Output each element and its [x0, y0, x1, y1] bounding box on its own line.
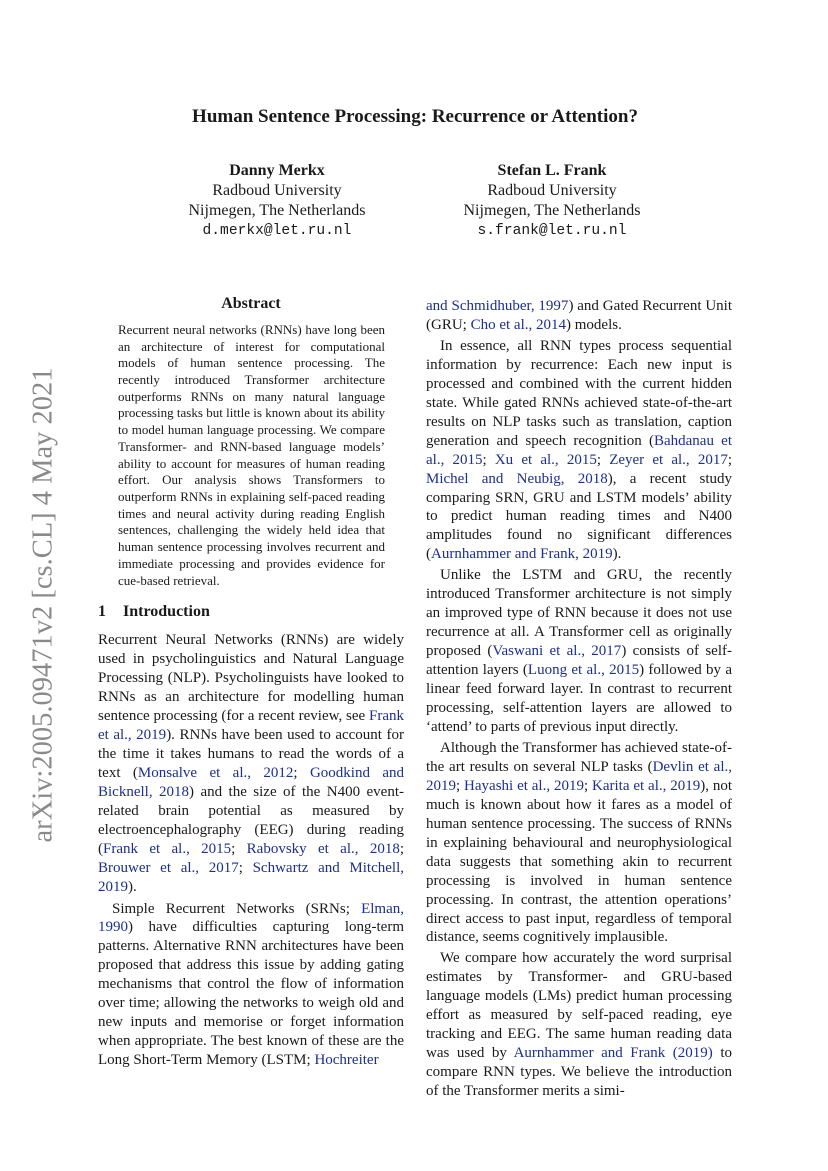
citation-link[interactable]: Michel and Neubig, 2018	[426, 470, 608, 487]
author-name: Danny Merkx	[229, 162, 325, 179]
author-name: Stefan L. Frank	[497, 162, 607, 179]
text-run: ;	[583, 777, 592, 794]
text-run: ), a recent study comparing SRN, GRU and LSTM models’ ability to predict human reading times and N400 amplitudes found no significant differences (	[426, 470, 732, 563]
citation-link[interactable]: Xu et al., 2015	[494, 451, 597, 468]
abstract-heading: Abstract	[221, 295, 281, 312]
citation-link[interactable]: Rabovsky et al., 2018	[246, 840, 400, 857]
section-title: Introduction	[123, 603, 210, 621]
text-run: to compare RNN types. We believe the introduction of the Transformer merits a simi-	[426, 1045, 733, 1100]
text-run: ;	[238, 859, 253, 876]
citation-link[interactable]: Devlin et al., 2019	[426, 758, 732, 794]
intro-paragraph-4	[426, 566, 732, 737]
left-column	[98, 295, 404, 1073]
text-run: ;	[456, 777, 465, 794]
citation-link[interactable]: Aurnhammer and Frank, 2019	[431, 546, 613, 563]
section-number: 1	[98, 603, 106, 621]
citation-link[interactable]: Zeyer et al., 2017	[609, 451, 728, 468]
right-column	[426, 297, 732, 1103]
text-run: ;	[482, 451, 495, 468]
text-run: ) and Gated Recurrent Unit (GRU;	[426, 298, 732, 333]
citation-link[interactable]: Bahdanau et al., 2015	[426, 432, 732, 468]
text-run: ) have difficulties capturing long-term patterns. Alternative RNN architectures have been proposed that address this issue by adding gating mechanisms that control the flow of information over time; allowing the networks to weigh old and new inputs and memorise or forget information when appropriate. The best known of these are the Long Short-Term Memory (LSTM;	[98, 919, 404, 1069]
intro-paragraph-2-continued	[426, 297, 732, 335]
citation-link[interactable]: Goodkind and Bicknell, 2018	[98, 764, 404, 800]
text-run: ) and the size of the N400 event-related brain potential as measured by electroencephalography (EEG) during reading (	[98, 783, 404, 857]
text-run: ;	[293, 764, 310, 781]
text-run: Recurrent Neural Networks (RNNs) are widely used in psycholinguistics and Natural Language Processing (NLP). Psycholinguists have looked to RNNs as an architecture for modelling human sentence processing (for a recent review, see	[98, 632, 404, 724]
author-affiliation: Radboud University	[212, 182, 342, 199]
text-run: ) models.	[566, 316, 622, 333]
citation-link[interactable]: Frank et al., 2019	[98, 707, 404, 743]
paper-title: Human Sentence Processing: Recurrence or Attention?	[192, 106, 638, 127]
abstract-text: Recurrent neural networks (RNNs) have long been an architecture of interest for computational models of human sentence processing. The recently introduced Transformer architecture outperforms RNNs on many natural language processing tasks but little is known about its ability to model human language processing. We compare Transformer- and RNN-based language models’ ability to account for measures of human reading effort. Our analysis shows Transformers to outperform RNNs in explaining self-paced reading times and neural activity during reading English sentences, challenging the widely held idea that human sentence processing involves recurrent and immediate processing and provides evidence for cue-based retrieval.	[118, 321, 385, 588]
intro-paragraph-6	[426, 949, 732, 1101]
intro-paragraph-2	[98, 900, 404, 1071]
arxiv-identifier-text: arXiv:2005.09471v2 [cs.CL] 4 May 2021	[27, 367, 59, 843]
author-email: d.merkx@let.ru.nl	[202, 223, 352, 239]
citation-link[interactable]: Hochreiter	[314, 1052, 379, 1069]
author-affiliation: Radboud University	[487, 182, 617, 199]
intro-paragraph-3	[426, 337, 732, 564]
text-run: ) consists of self-attention layers (	[426, 643, 732, 679]
text-run: Although the Transformer has achieved state-of-the art results on several NLP tasks (	[426, 739, 732, 775]
text-run: ) followed by a linear feed forward layer. In contrast to recurrent processing, self-attention layers are allowed to ‘attend’ to parts of previous input directly.	[426, 662, 732, 735]
intro-paragraph-5	[426, 739, 732, 947]
citation-link[interactable]: Vaswani et al., 2017	[492, 643, 622, 660]
citation-link[interactable]: and Schmidhuber, 1997	[426, 298, 569, 314]
citation-link[interactable]: Monsalve et al., 2012	[137, 764, 294, 781]
citation-link[interactable]: Frank et al., 2015	[103, 840, 232, 857]
author-block-2	[422, 161, 682, 241]
citation-link[interactable]: Aurnhammer and Frank (2019)	[513, 1045, 713, 1062]
citation-link[interactable]: Karita et al., 2019	[592, 777, 701, 794]
text-run: Simple Recurrent Networks (SRNs;	[112, 900, 362, 917]
citation-link[interactable]: Hayashi et al., 2019	[464, 777, 584, 794]
author-location: Nijmegen, The Netherlands	[463, 202, 641, 219]
citation-link[interactable]: Schwartz and Mitchell, 2019	[98, 859, 404, 895]
intro-paragraph-1	[98, 631, 404, 896]
citation-link[interactable]: Brouwer et al., 2017	[98, 859, 239, 876]
author-block-1	[147, 161, 407, 241]
section-heading	[98, 603, 404, 622]
citation-link[interactable]: Luong et al., 2015	[527, 662, 640, 679]
text-run: ;	[399, 840, 404, 857]
text-run: ;	[727, 451, 732, 468]
arxiv-identifier-stamp	[18, 365, 68, 845]
text-run: Unlike the LSTM and GRU, the recently introduced Transformer architecture is not simply an improved type of RNN because it does not use recurrence at all. A Transformer cell as originally proposed (	[426, 567, 732, 660]
citation-link[interactable]: Cho et al., 2014	[470, 316, 566, 333]
text-run: ). RNNs have been used to account for the time it takes humans to read the words of a text (	[98, 726, 404, 781]
author-location: Nijmegen, The Netherlands	[188, 202, 366, 219]
text-run: We compare how accurately the word surprisal estimates by Transformer- and GRU-based language models (LMs) predict human processing effort as measured by self-paced reading, eye tracking and EEG. The same human reading data was used by	[426, 950, 732, 1062]
text-run: ).	[128, 878, 137, 895]
text-run: ;	[231, 840, 247, 857]
author-email: s.frank@let.ru.nl	[477, 223, 627, 239]
text-run: ), not much is known about how it fares as a model of human sentence processing. The success of RNNs in explaining behavioural and neurophysiological data suggests that something akin to recurrent processing is involved in human sentence processing. In contrast, the attention operations’ direct access to past input, regardless of temporal distance, seems cognitively implausible.	[426, 777, 733, 946]
text-run: In essence, all RNN types process sequential information by recurrence: Each new input is processed and combined with the current hidden state. While gated RNNs achieved state-of-the-art results on NLP tasks such as translation, caption generation and speech recognition (	[426, 337, 732, 449]
citation-link[interactable]: Elman, 1990	[98, 900, 404, 936]
text-run: ;	[596, 451, 610, 468]
text-run: ).	[612, 546, 622, 563]
